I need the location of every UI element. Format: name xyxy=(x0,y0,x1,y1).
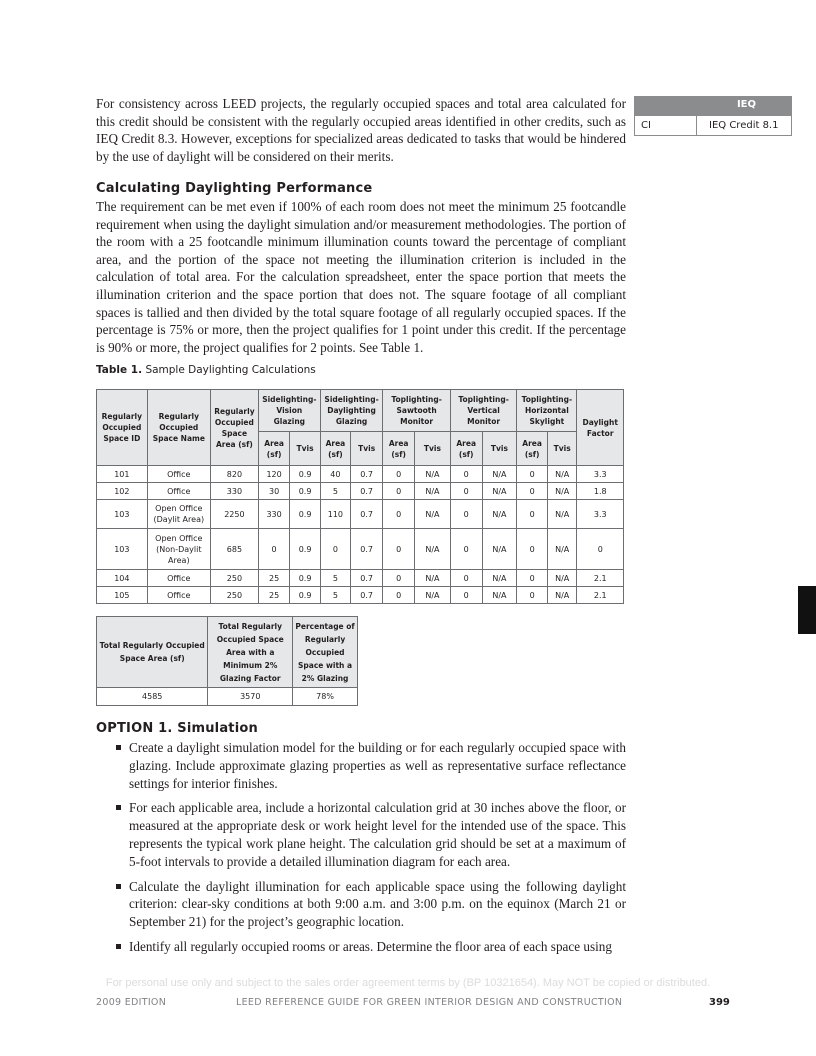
table-cell: Office xyxy=(147,483,210,500)
table-cell: 105 xyxy=(97,587,148,604)
table-cell: 0 xyxy=(577,529,624,570)
table-cell: 250 xyxy=(210,587,258,604)
table-cell: 3.3 xyxy=(577,466,624,483)
table-cell: 102 xyxy=(97,483,148,500)
header-top-vertical: Toplighting-Vertical Monitor xyxy=(450,390,516,432)
table-cell: N/A xyxy=(547,587,577,604)
table-cell: 0 xyxy=(517,587,548,604)
table-cell: 0.9 xyxy=(290,466,320,483)
table-cell: 120 xyxy=(258,466,290,483)
subheader-tvis: Tvis xyxy=(350,432,382,466)
table-cell: N/A xyxy=(414,587,450,604)
credit-row xyxy=(634,116,792,136)
table-cell: N/A xyxy=(482,500,517,529)
table-row xyxy=(97,587,624,604)
summary-header-compliant-area: Total Regularly Occupied Space Area with a Minimum 2% Glazing Factor xyxy=(208,617,293,688)
table-cell: 0 xyxy=(383,587,415,604)
list-item: Create a daylight simulation model for the building or for each regularly occupied space with glazing. Include approximate glazing properties as well as representative surface reflectance settings for interior finishes. xyxy=(116,739,626,792)
intro-paragraph: For consistency across LEED projects, the regularly occupied spaces and total area calculated for this credit should be consistent with the regularly occupied areas identified in other credits, such as IEQ Credit 8.3. However, exceptions for specialized areas dedicated to tasks that would be hindered by the use of daylight will be considered on their merits. xyxy=(96,96,626,164)
table-cell: 0 xyxy=(450,587,482,604)
table-cell: 0.7 xyxy=(350,570,382,587)
table-cell: 330 xyxy=(210,483,258,500)
table-cell: N/A xyxy=(482,570,517,587)
table-cell: 0.9 xyxy=(290,529,320,570)
table-cell: 0 xyxy=(517,466,548,483)
table-cell: N/A xyxy=(414,483,450,500)
table-cell: 3.3 xyxy=(577,500,624,529)
table-row xyxy=(97,570,624,587)
subheader-tvis: Tvis xyxy=(290,432,320,466)
subheader-area: Area (sf) xyxy=(517,432,548,466)
table-cell: Office xyxy=(147,466,210,483)
table-cell: 5 xyxy=(320,587,350,604)
summary-header-total-area: Total Regularly Occupied Space Area (sf) xyxy=(97,617,208,688)
table-cell: 820 xyxy=(210,466,258,483)
table-caption-text: Sample Daylighting Calculations xyxy=(145,364,316,376)
table-cell: N/A xyxy=(482,483,517,500)
subheader-tvis: Tvis xyxy=(482,432,517,466)
table-cell: 250 xyxy=(210,570,258,587)
table-cell: 0 xyxy=(517,500,548,529)
table-cell: 40 xyxy=(320,466,350,483)
table-cell: 0.9 xyxy=(290,500,320,529)
table-cell: N/A xyxy=(414,529,450,570)
table-row xyxy=(97,466,624,483)
table-cell: N/A xyxy=(547,500,577,529)
list-item: For each applicable area, include a horizontal calculation grid at 30 inches above the floor, or measured at the appropriate desk or work height level for the intended use of the space. This represents the typical work plane height. The calculation grid should be set at a maximum of 5-foot intervals to provide a detailed illumination diagram for each area. xyxy=(116,799,626,870)
subheader-area: Area (sf) xyxy=(450,432,482,466)
subheader-area: Area (sf) xyxy=(320,432,350,466)
footer-book-title: LEED REFERENCE GUIDE FOR GREEN INTERIOR DESIGN AND CONSTRUCTION xyxy=(236,997,623,1008)
table-cell: N/A xyxy=(482,466,517,483)
table-cell: 0 xyxy=(258,529,290,570)
table-cell: 101 xyxy=(97,466,148,483)
table-cell: N/A xyxy=(547,529,577,570)
header-side-daylight: Sidelighting-Daylighting Glazing xyxy=(320,390,383,432)
table-cell: 0 xyxy=(450,483,482,500)
summary-header-percentage: Percentage of Regularly Occupied Space with a 2% Glazing xyxy=(293,617,358,688)
header-daylight-factor: Daylight Factor xyxy=(577,390,624,466)
table-cell: 25 xyxy=(258,570,290,587)
table-cell: 0 xyxy=(383,466,415,483)
table-cell: 0.7 xyxy=(350,466,382,483)
table-cell: 2.1 xyxy=(577,570,624,587)
table-caption xyxy=(96,364,316,376)
table-cell: 103 xyxy=(97,529,148,570)
calculating-paragraph: The requirement can be met even if 100% of each room does not meet the minimum 25 footcandle requirement when using the daylight simulation and/or measurement methodologies. The portion of the room with a 25 footcandle minimum illumination counts toward the percentage of compliant area, and the portion of the space not meeting the illumination criterion is included in the calculation of total area. For the calculation spreadsheet, enter the space portion that meets the illumination criterion and the space portion that does not. The square footage of all compliant spaces is tallied and then divided by the total square footage of all regularly occupied spaces. If the percentage is 75% or more, then the project qualifies for 1 point under this credit. If the percentage is 90% or more, the project qualifies for 2 points. See Table 1. xyxy=(96,199,626,355)
table-cell: N/A xyxy=(547,466,577,483)
table-cell: 0 xyxy=(450,570,482,587)
credit-sidebar-box xyxy=(634,96,792,136)
table-cell: Office xyxy=(147,587,210,604)
table-cell: 0 xyxy=(383,500,415,529)
summary-value-percentage: 78% xyxy=(293,688,358,706)
list-item: Calculate the daylight illumination for each applicable space using the following daylight criterion: clear-sky conditions at both 9:00 a.m. and 3:00 p.m. on the equinox (March 21 or September 21) for the project’s geographic location. xyxy=(116,878,626,931)
summary-value-total-area: 4585 xyxy=(97,688,208,706)
table-row xyxy=(97,529,624,570)
license-watermark: For personal use only and subject to the sales order agreement terms by (BP 10321654). May NOT be copied or distributed. xyxy=(105,977,711,989)
summary-value-compliant-area: 3570 xyxy=(208,688,293,706)
chapter-edge-tab xyxy=(798,586,816,634)
table-cell: 0.9 xyxy=(290,587,320,604)
table-cell: 0 xyxy=(450,500,482,529)
table-cell: 1.8 xyxy=(577,483,624,500)
table-cell: N/A xyxy=(547,483,577,500)
subheader-area: Area (sf) xyxy=(258,432,290,466)
subheader-tvis: Tvis xyxy=(414,432,450,466)
table-body xyxy=(97,466,624,604)
table-cell: 103 xyxy=(97,500,148,529)
table-cell: 0.7 xyxy=(350,529,382,570)
table-cell: N/A xyxy=(414,500,450,529)
table-row xyxy=(97,483,624,500)
table-cell: N/A xyxy=(414,466,450,483)
table-cell: 0 xyxy=(383,529,415,570)
section-heading-option-1: OPTION 1. Simulation xyxy=(96,721,258,736)
subheader-area: Area (sf) xyxy=(383,432,415,466)
page-number: 399 xyxy=(709,997,730,1008)
subheader-tvis: Tvis xyxy=(547,432,577,466)
table-cell: 0 xyxy=(450,466,482,483)
table-cell: N/A xyxy=(482,529,517,570)
table-cell: 110 xyxy=(320,500,350,529)
table-row xyxy=(97,500,624,529)
header-space-name: Regularly Occupied Space Name xyxy=(147,390,210,466)
credit-name-cell: IEQ Credit 8.1 xyxy=(709,120,779,131)
header-space-id: Regularly Occupied Space ID xyxy=(97,390,148,466)
footer-edition: 2009 EDITION xyxy=(96,997,167,1008)
header-space-area: Regularly Occupied Space Area (sf) xyxy=(210,390,258,466)
table-cell: 0 xyxy=(517,570,548,587)
table-cell: 0 xyxy=(383,570,415,587)
table-cell: N/A xyxy=(414,570,450,587)
table-cell: 5 xyxy=(320,483,350,500)
table-cell: 0.9 xyxy=(290,570,320,587)
table-cell: 685 xyxy=(210,529,258,570)
section-heading-calculating: Calculating Daylighting Performance xyxy=(96,181,373,196)
table-cell: N/A xyxy=(482,587,517,604)
table-cell: 0.9 xyxy=(290,483,320,500)
table-cell: Open Office (Daylit Area) xyxy=(147,500,210,529)
header-side-vision: Sidelighting-Vision Glazing xyxy=(258,390,320,432)
header-top-horizontal: Toplighting-Horizontal Skylight xyxy=(517,390,577,432)
table-cell: 0 xyxy=(517,529,548,570)
option-1-bullet-list xyxy=(116,739,626,963)
table-cell: 5 xyxy=(320,570,350,587)
table-cell: 0 xyxy=(517,483,548,500)
header-top-sawtooth: Toplighting-Sawtooth Monitor xyxy=(383,390,451,432)
table-cell: Open Office (Non-Daylit Area) xyxy=(147,529,210,570)
table-cell: 0.7 xyxy=(350,587,382,604)
table-cell: 0 xyxy=(320,529,350,570)
table-cell: 30 xyxy=(258,483,290,500)
table-cell: 2.1 xyxy=(577,587,624,604)
table-caption-label: Table 1. xyxy=(96,364,143,376)
summary-table xyxy=(96,616,358,706)
table-cell: 0 xyxy=(383,483,415,500)
table-cell: 330 xyxy=(258,500,290,529)
table-cell: Office xyxy=(147,570,210,587)
table-cell: 0 xyxy=(450,529,482,570)
table-cell: 0.7 xyxy=(350,500,382,529)
rating-system-cell: CI xyxy=(635,116,697,135)
table-cell: 104 xyxy=(97,570,148,587)
list-item: Identify all regularly occupied rooms or areas. Determine the floor area of each space using xyxy=(116,938,626,956)
daylighting-calculations-table xyxy=(96,389,624,604)
table-cell: 0.7 xyxy=(350,483,382,500)
table-cell: 2250 xyxy=(210,500,258,529)
table-cell: N/A xyxy=(547,570,577,587)
table-cell: 25 xyxy=(258,587,290,604)
credit-category-header: IEQ xyxy=(634,96,792,116)
